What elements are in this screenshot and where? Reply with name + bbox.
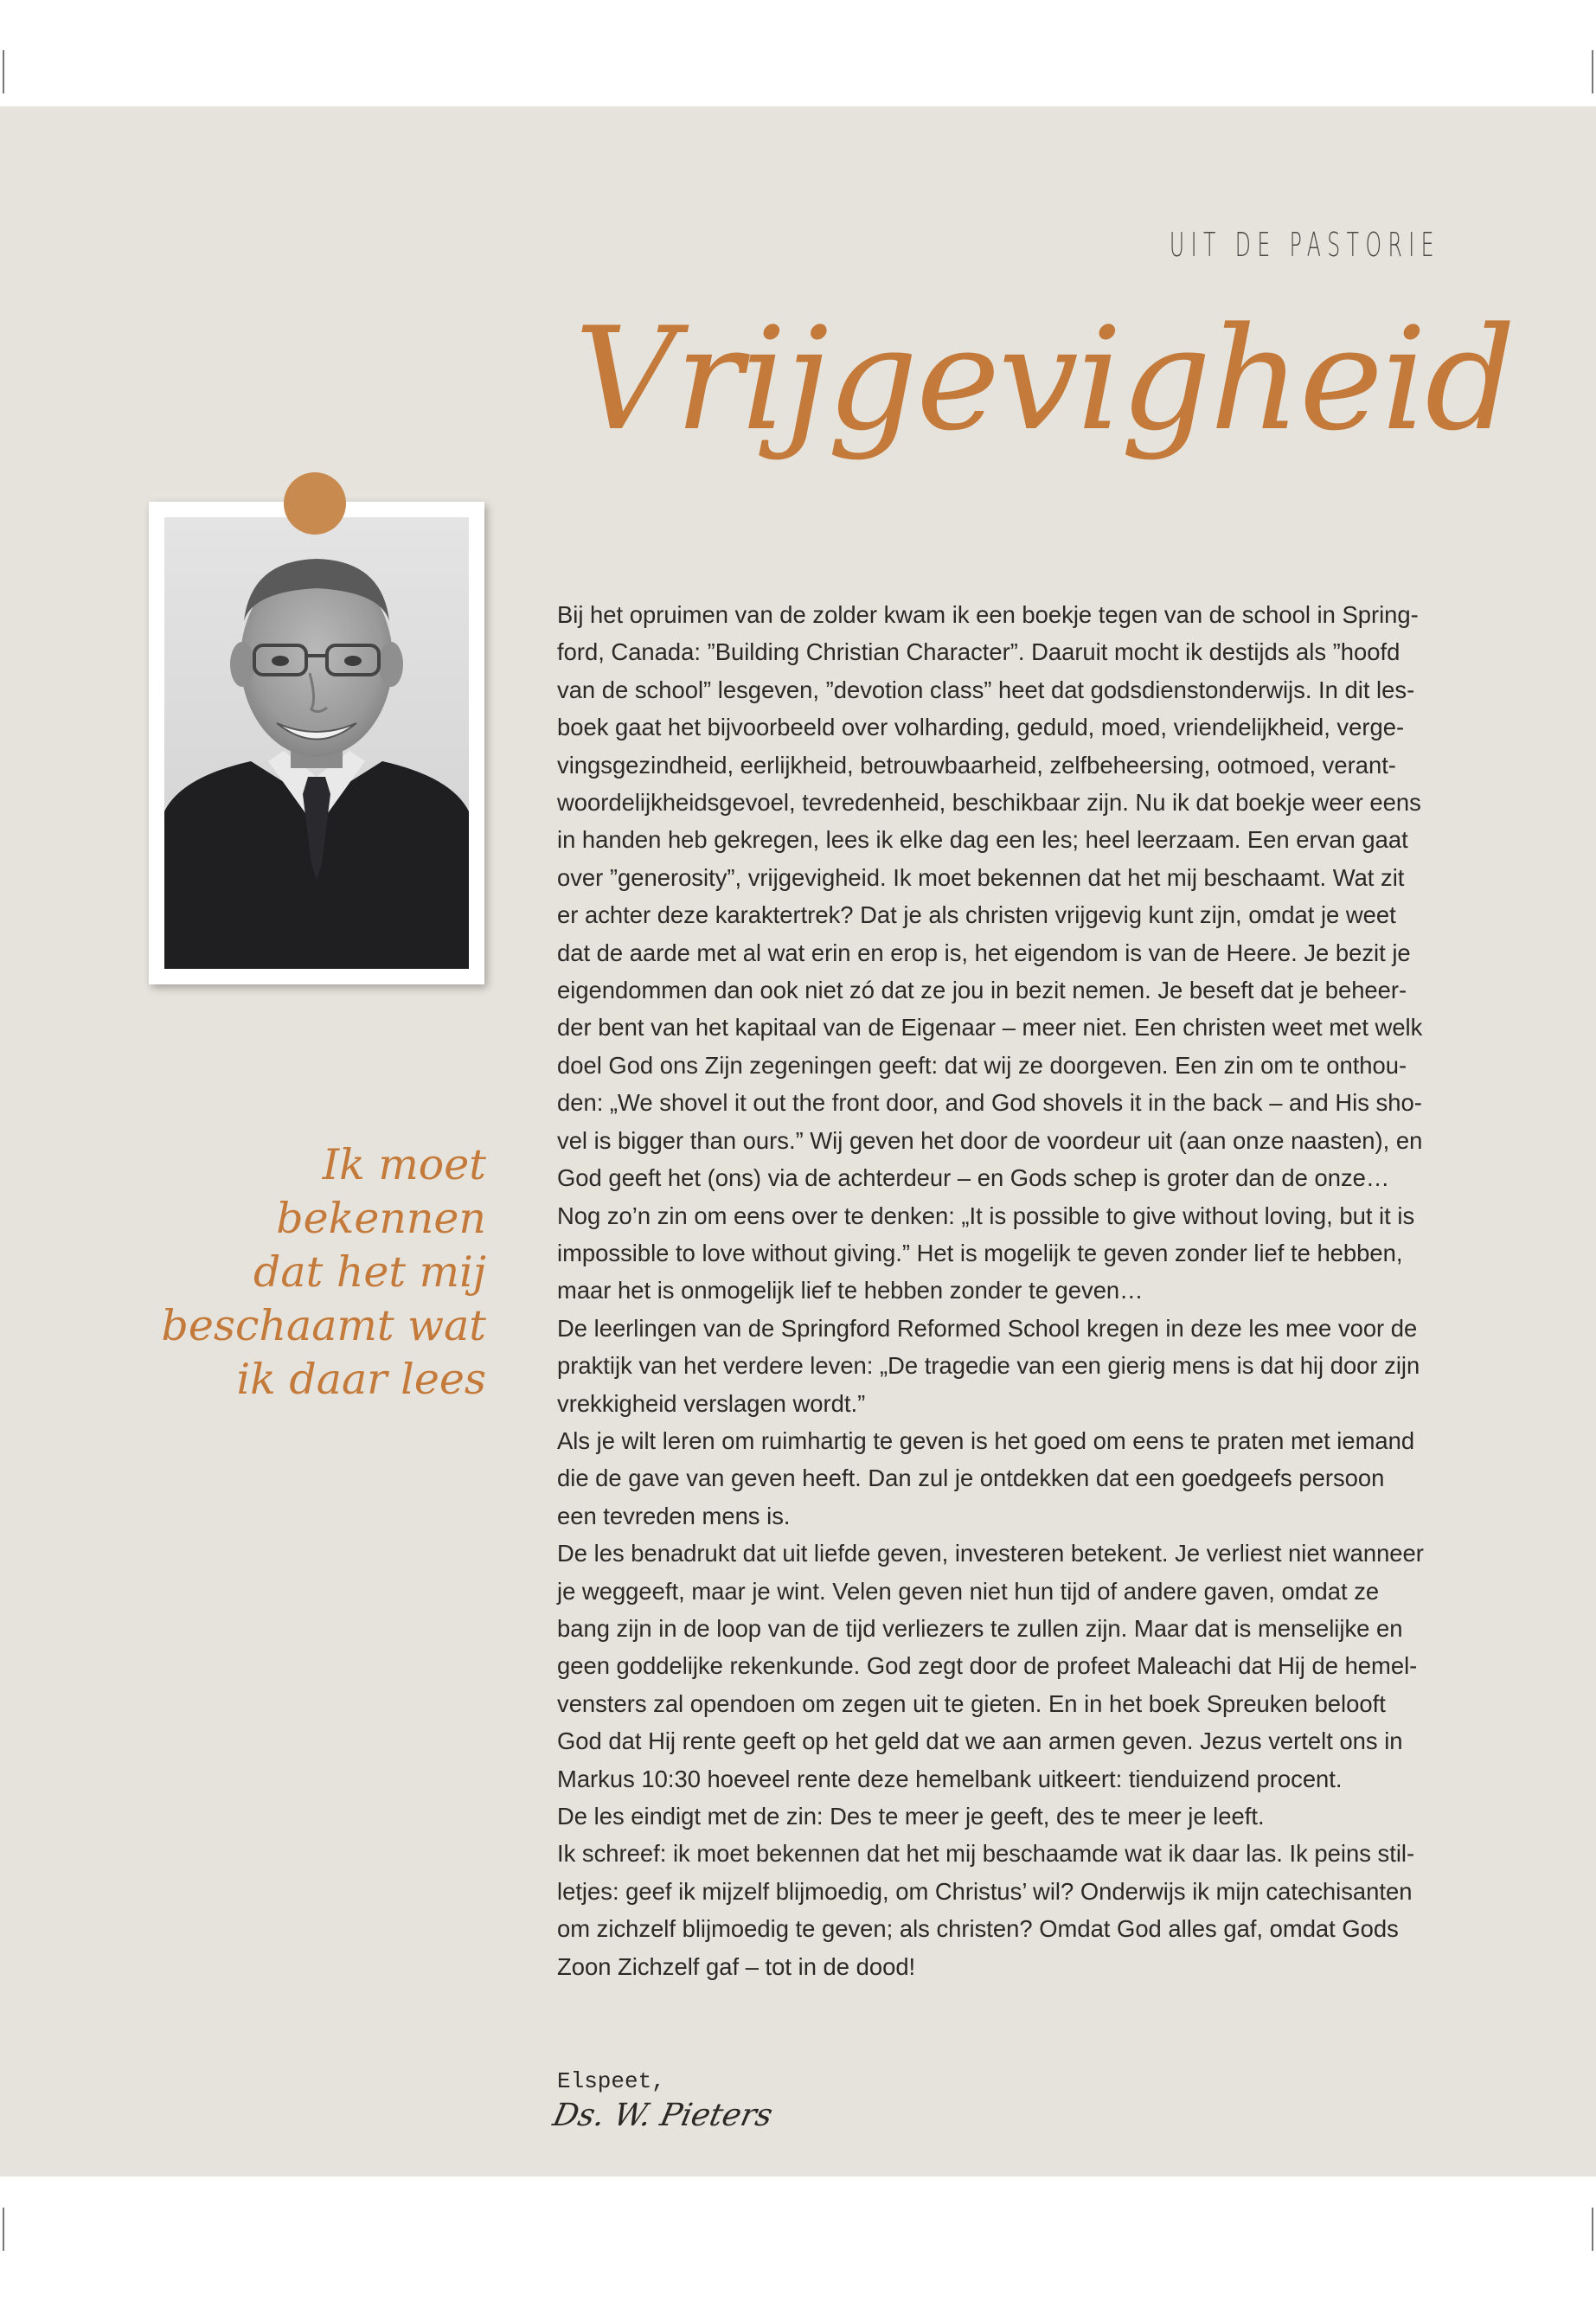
crop-mark-top-left [3, 50, 4, 93]
article-line: bang zijn in de loop van de tijd verliezers te zullen zijn. Maar dat is menselijke en [557, 1614, 1403, 1642]
article-line: God dat Hij rente geeft op het geld dat we aan armen geven. Jezus vertelt ons in [557, 1727, 1403, 1755]
article-line: der bent van het kapitaal van de Eigenaar – meer niet. Een christen weet met welk [557, 1014, 1423, 1042]
crop-mark-top-right [1592, 50, 1593, 93]
pull-quote-line: beschaamt wat [161, 1301, 486, 1350]
article-line: vel is bigger than ours.” Wij geven het door de voordeur uit (aan onze naasten), en [557, 1126, 1423, 1154]
article-line: over ”generosity”, vrijgevigheid. Ik moet bekennen dat het mij beschaamt. Wat zit [557, 863, 1405, 891]
article-line: letjes: geef ik mijzelf blijmoedig, om Christus’ wil? Onderwijs ik mijn catechisanten [557, 1877, 1413, 1905]
article-line: Zoon Zichzelf gaf – tot in de dood! [557, 1952, 916, 1980]
article-line: vrekkigheid verslagen wordt.” [557, 1389, 866, 1417]
crop-mark-bottom-right [1592, 2208, 1593, 2251]
pin-dot [284, 472, 346, 535]
pull-quote-line: dat het mij [253, 1247, 486, 1297]
signature-place: Elspeet, [557, 2068, 665, 2094]
article-line: den: „We shovel it out the front door, and God shovels it in the back – and His sho- [557, 1089, 1422, 1117]
article-line: ford, Canada: ”Building Christian Character”. Daaruit mocht ik destijds als ”hoofd [557, 638, 1401, 666]
crop-mark-bottom-left [3, 2208, 4, 2251]
article-line: je weggeeft, maar je wint. Velen geven niet hun tijd of andere gaven, omdat ze [557, 1577, 1380, 1605]
article-line: De les eindigt met de zin: Des te meer je geeft, des te meer je leeft. [557, 1803, 1265, 1830]
article-line: vensters zal opendoen om zegen uit te gieten. En in het boek Spreuken belooft [557, 1689, 1386, 1717]
article-line: in handen heb gekregen, lees ik elke dag een les; heel leerzaam. Een ervan gaat [557, 826, 1408, 854]
article-line: er achter deze karaktertrek? Dat je als christen vrijgevig kunt zijn, omdat je weet [557, 901, 1396, 929]
pull-quote [149, 1138, 486, 1407]
article-line: praktijk van het verdere leven: „De tragedie van een gierig mens is dat hij door zijn [557, 1352, 1420, 1380]
article-line: om zichzelf blijmoedig te geven; als christen? Omdat God alles gaf, omdat Gods [557, 1915, 1399, 1943]
article-line: De leerlingen van de Springford Reformed School kregen in deze les mee voor de [557, 1314, 1418, 1342]
article-line: van de school” lesgeven, ”devotion class” heet dat godsdienstonderwijs. In dit les- [557, 676, 1415, 703]
author-photo-frame [149, 502, 484, 984]
pull-quote-line: bekennen [276, 1194, 486, 1243]
article-line: doel God ons Zijn zegeningen geeft: dat wij ze doorgeven. Een zin om te onthou- [557, 1051, 1407, 1079]
signature-name: Ds. W. Pieters [549, 2098, 776, 2133]
article-line: eigendommen dan ook niet zó dat ze jou in bezit nemen. Je beseft dat je beheer- [557, 977, 1407, 1004]
pull-quote-line: ik daar lees [236, 1355, 486, 1404]
article-line: maar het is onmogelijk lief te hebben zonder te geven… [557, 1277, 1144, 1304]
article-body [557, 596, 1448, 1985]
section-label: UIT DE PASTORIE [1169, 226, 1440, 264]
article-line: een tevreden mens is. [557, 1502, 791, 1529]
article-line: dat de aarde met al wat erin en erop is, het eigendom is van de Heere. Je bezit je [557, 939, 1411, 966]
article-title: Vrijgevigheid [574, 297, 1515, 462]
article-line: De les benadrukt dat uit liefde geven, investeren betekent. Je verliest niet wanneer [557, 1540, 1424, 1567]
article-line: geen goddelijke rekenkunde. God zegt door de profeet Maleachi dat Hij de hemel- [557, 1652, 1418, 1680]
article-line: vingsgezindheid, eerlijkheid, betrouwbaarheid, zelfbeheersing, ootmoed, verant- [557, 751, 1396, 779]
article-line: impossible to love without giving.” Het is mogelijk te geven zonder lief te hebben, [557, 1239, 1403, 1266]
article-line: boek gaat het bijvoorbeeld over volharding, geduld, moed, vriendelijkheid, verge- [557, 714, 1405, 741]
page-sheet [0, 106, 1596, 2176]
article-line: Ik schreef: ik moet bekennen dat het mij beschaamde wat ik daar las. Ik peins stil- [557, 1840, 1415, 1868]
article-line: Nog zo’n zin om eens over te denken: „It is possible to give without loving, but it is [557, 1202, 1415, 1229]
article-line: die de gave van geven heeft. Dan zul je ontdekken dat een goedgeefs persoon [557, 1465, 1385, 1492]
article-line: Bij het opruimen van de zolder kwam ik een boekje tegen van de school in Spring- [557, 601, 1419, 628]
article-line: Als je wilt leren om ruimhartig te geven is het goed om eens te praten met iemand [557, 1426, 1415, 1454]
article-line: Markus 10:30 hoeveel rente deze hemelbank uitkeert: tienduizend procent. [557, 1765, 1343, 1792]
article-line: woordelijkheidsgevoel, tevredenheid, beschikbaar zijn. Nu ik dat boekje weer eens [557, 789, 1421, 817]
author-photo [164, 517, 469, 969]
pull-quote-line: Ik moet [322, 1140, 486, 1189]
article-line: God geeft het (ons) via de achterdeur – en Gods schep is groter dan de onze… [557, 1164, 1390, 1192]
